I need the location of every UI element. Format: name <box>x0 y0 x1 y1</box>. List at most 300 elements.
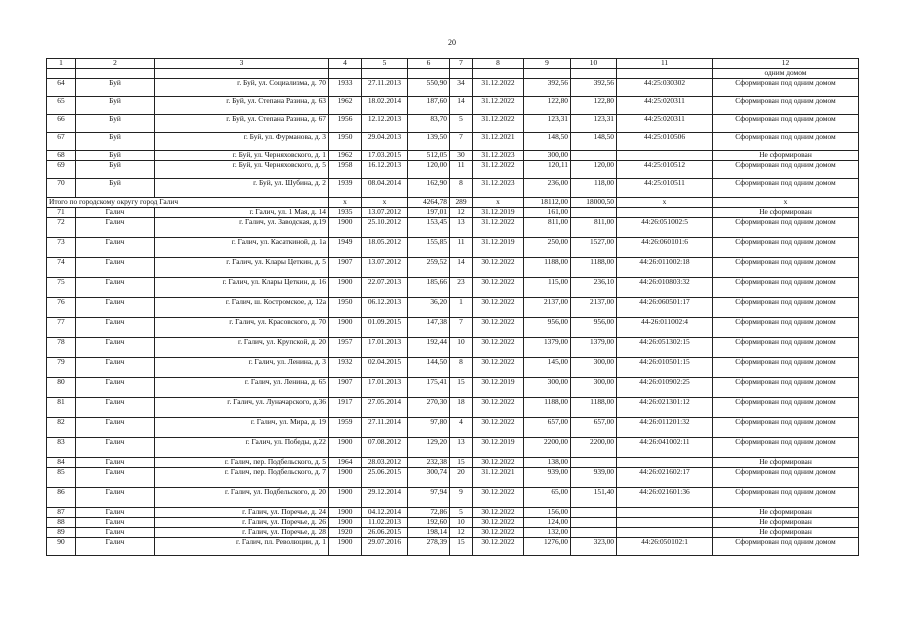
value-9-cell: 122,80 <box>524 97 571 115</box>
table-row <box>47 97 859 115</box>
value-9-cell: 138,00 <box>524 458 571 468</box>
city-cell: Галич <box>76 378 155 398</box>
address-cell: г. Галич, ул. 1 Мая, д. 14 <box>155 208 329 218</box>
deadline-cell: 30.12.2022 <box>473 418 524 438</box>
residents-cell: 7 <box>450 133 473 151</box>
value-10-cell: 1527,00 <box>571 238 617 258</box>
page-number: 20 <box>448 38 456 47</box>
address-cell: г. Галич, ул. Клары Цеткин, д. 16 <box>155 278 329 298</box>
date-cell: 29.12.2014 <box>362 488 408 508</box>
residents-cell: 14 <box>450 258 473 278</box>
value-10-cell: 1379,00 <box>571 338 617 358</box>
year-cell: 1900 <box>329 278 362 298</box>
residents-cell: 14 <box>450 97 473 115</box>
cadastral-number-cell: 44:26:010803:32 <box>617 278 713 298</box>
date-cell: 17.01.2013 <box>362 378 408 398</box>
column-header: 12 <box>713 59 859 69</box>
cadastral-number-cell: 44:25:010511 <box>617 179 713 198</box>
deadline-cell: 30.12.2022 <box>473 258 524 278</box>
residents-cell: 15 <box>450 378 473 398</box>
area-cell: 185,66 <box>408 278 450 298</box>
date-cell: 07.08.2012 <box>362 438 408 458</box>
table-row <box>47 438 859 458</box>
status-cell: Сформирован под одним домом <box>713 538 859 556</box>
column-header: 11 <box>617 59 713 69</box>
row-number: 88 <box>47 518 76 528</box>
date-cell: 08.04.2014 <box>362 179 408 198</box>
city-cell: Галич <box>76 278 155 298</box>
date-cell: 28.03.2012 <box>362 458 408 468</box>
value-10-cell: 151,40 <box>571 488 617 508</box>
address-cell: г. Буй, ул. Степана Разина, д. 67 <box>155 115 329 133</box>
year-cell: 1959 <box>329 418 362 438</box>
cadastral-number-cell: 44:26:041002:11 <box>617 438 713 458</box>
status-cell: Не сформирован <box>713 458 859 468</box>
area-cell: 259,52 <box>408 258 450 278</box>
city-cell: Галич <box>76 238 155 258</box>
address-cell: г. Галич, ул. Клары Цеткин, д. 5 <box>155 258 329 278</box>
value-10-cell <box>571 151 617 161</box>
column-header: 1 <box>47 59 76 69</box>
table-row <box>47 418 859 438</box>
address-cell: г. Галич, ш. Костромское, д. 12а <box>155 298 329 318</box>
residents-cell: 5 <box>450 115 473 133</box>
area-cell: 278,39 <box>408 538 450 556</box>
status-cell: Сформирован под одним домом <box>713 133 859 151</box>
row-number: 74 <box>47 258 76 278</box>
cadastral-number-cell: 44:26:011201:32 <box>617 418 713 438</box>
value-9-cell: 956,00 <box>524 318 571 338</box>
value-10-cell: 18000,50 <box>571 198 617 208</box>
value-9-cell: 148,50 <box>524 133 571 151</box>
year-cell: 1900 <box>329 218 362 238</box>
table-row <box>47 258 859 278</box>
value-9-cell: 250,00 <box>524 238 571 258</box>
status-cell: Сформирован под одним домом <box>713 115 859 133</box>
area-cell: 153,45 <box>408 218 450 238</box>
year-cell: 1920 <box>329 528 362 538</box>
value-9-cell: 1188,00 <box>524 398 571 418</box>
deadline-cell: 30.12.2022 <box>473 488 524 508</box>
date-cell: 27.05.2014 <box>362 398 408 418</box>
deadline-cell: 30.12.2022 <box>473 358 524 378</box>
value-9-cell: 392,56 <box>524 79 571 97</box>
residents-cell: 7 <box>450 318 473 338</box>
year-cell: 1962 <box>329 97 362 115</box>
value-10-cell <box>571 528 617 538</box>
address-cell: г. Галич, ул. Ленина, д. 3 <box>155 358 329 378</box>
table-row <box>47 179 859 198</box>
address-cell: г. Буй, ул. Черняховского, д. 1 <box>155 151 329 161</box>
year-cell: 1950 <box>329 298 362 318</box>
area-cell: 97,94 <box>408 488 450 508</box>
value-10-cell: 323,00 <box>571 538 617 556</box>
area-cell: 197,01 <box>408 208 450 218</box>
status-cell: Сформирован под одним домом <box>713 161 859 179</box>
continuation-cell: одним домом <box>713 69 859 79</box>
table-row <box>47 278 859 298</box>
row-number: 71 <box>47 208 76 218</box>
total-label: Итого по городскому округу город Галич <box>47 198 329 208</box>
deadline-cell: 31.12.2023 <box>473 179 524 198</box>
date-cell: 01.09.2015 <box>362 318 408 338</box>
year-cell: 1900 <box>329 468 362 488</box>
row-number: 77 <box>47 318 76 338</box>
row-number: 80 <box>47 378 76 398</box>
status-cell: Не сформирован <box>713 208 859 218</box>
residents-cell: 289 <box>450 198 473 208</box>
status-cell: Не сформирован <box>713 508 859 518</box>
address-cell: г. Галич, ул. Поречье, д. 26 <box>155 518 329 528</box>
cadastral-number-cell: 44-26:011002:4 <box>617 318 713 338</box>
date-cell: 17.03.2015 <box>362 151 408 161</box>
area-cell: 144,50 <box>408 358 450 378</box>
date-cell: 27.11.2013 <box>362 79 408 97</box>
city-cell: Галич <box>76 518 155 528</box>
column-header: 5 <box>362 59 408 69</box>
value-9-cell: 18112,00 <box>524 198 571 208</box>
table-row <box>47 298 859 318</box>
table-row <box>47 115 859 133</box>
date-cell: 16.12.2013 <box>362 161 408 179</box>
date-cell: 04.12.2014 <box>362 508 408 518</box>
status-cell: Сформирован под одним домом <box>713 238 859 258</box>
cadastral-number-cell: 44:26:021602:17 <box>617 468 713 488</box>
residents-cell: 18 <box>450 398 473 418</box>
column-header: 10 <box>571 59 617 69</box>
residents-cell: 13 <box>450 438 473 458</box>
address-cell: г. Галич, ул. Подбельского, д. 20 <box>155 488 329 508</box>
table-row <box>47 538 859 556</box>
address-cell: г. Галич, ул. Победы, д.22 <box>155 438 329 458</box>
value-10-cell: 118,00 <box>571 179 617 198</box>
residents-cell: 20 <box>450 468 473 488</box>
status-cell: Сформирован под одним домом <box>713 79 859 97</box>
area-cell: 192,60 <box>408 518 450 528</box>
cadastral-number-cell: 44:26:010902:25 <box>617 378 713 398</box>
city-cell: Галич <box>76 338 155 358</box>
deadline-cell: 30.12.2019 <box>473 438 524 458</box>
row-number: 78 <box>47 338 76 358</box>
area-cell: 162,90 <box>408 179 450 198</box>
deadline-cell: 31.12.2022 <box>473 79 524 97</box>
cadastral-number-cell <box>617 151 713 161</box>
deadline-cell: 30.12.2022 <box>473 278 524 298</box>
year-cell: 1956 <box>329 115 362 133</box>
residents-cell: 15 <box>450 538 473 556</box>
residents-cell: 30 <box>450 151 473 161</box>
residents-cell: 12 <box>450 208 473 218</box>
date-cell: 22.07.2013 <box>362 278 408 298</box>
column-header: 3 <box>155 59 329 69</box>
value-9-cell: 65,00 <box>524 488 571 508</box>
deadline-cell: 30.12.2022 <box>473 458 524 468</box>
value-10-cell: 300,00 <box>571 378 617 398</box>
header-row <box>47 59 859 69</box>
status-cell: Сформирован под одним домом <box>713 488 859 508</box>
table-row <box>47 518 859 528</box>
area-cell: 192,44 <box>408 338 450 358</box>
deadline-cell: 31.12.2019 <box>473 238 524 258</box>
value-9-cell: 300,00 <box>524 151 571 161</box>
city-cell: Галич <box>76 488 155 508</box>
deadline-cell: 30.12.2022 <box>473 318 524 338</box>
column-header: 9 <box>524 59 571 69</box>
table-row <box>47 318 859 338</box>
value-9-cell: 115,00 <box>524 278 571 298</box>
table-row <box>47 79 859 97</box>
residents-cell: 5 <box>450 508 473 518</box>
cadastral-number-cell: 44:25:020311 <box>617 115 713 133</box>
area-cell: 155,85 <box>408 238 450 258</box>
value-9-cell: 1379,00 <box>524 338 571 358</box>
year-cell: 1949 <box>329 238 362 258</box>
table-row <box>47 208 859 218</box>
residents-cell: 10 <box>450 338 473 358</box>
row-number: 75 <box>47 278 76 298</box>
value-10-cell: 392,56 <box>571 79 617 97</box>
cadastral-number-cell: х <box>617 198 713 208</box>
deadline-cell: 30.12.2022 <box>473 398 524 418</box>
table-row <box>47 458 859 468</box>
value-10-cell: 657,00 <box>571 418 617 438</box>
status-cell: Сформирован под одним домом <box>713 318 859 338</box>
date-cell: 12.12.2013 <box>362 115 408 133</box>
residents-cell: 11 <box>450 238 473 258</box>
status-cell: Сформирован под одним домом <box>713 258 859 278</box>
value-10-cell: 811,00 <box>571 218 617 238</box>
row-number: 85 <box>47 468 76 488</box>
value-9-cell: 2200,00 <box>524 438 571 458</box>
city-cell: Буй <box>76 151 155 161</box>
value-9-cell: 124,00 <box>524 518 571 528</box>
value-10-cell: 300,00 <box>571 358 617 378</box>
value-10-cell: 2137,00 <box>571 298 617 318</box>
row-number: 86 <box>47 488 76 508</box>
row-number: 68 <box>47 151 76 161</box>
address-cell: г. Буй, ул. Черняховского, д. 5 <box>155 161 329 179</box>
area-cell: 512,05 <box>408 151 450 161</box>
city-cell: Галич <box>76 208 155 218</box>
deadline-cell: 30.12.2022 <box>473 508 524 518</box>
date-cell: 13.07.2012 <box>362 258 408 278</box>
table-row <box>47 218 859 238</box>
cadastral-number-cell: 44:26:010501:15 <box>617 358 713 378</box>
date-cell: 25.10.2012 <box>362 218 408 238</box>
address-cell: г. Буй, ул. Фурманова, д. 3 <box>155 133 329 151</box>
residents-cell: 11 <box>450 161 473 179</box>
deadline-cell: 31.12.2022 <box>473 115 524 133</box>
table-row <box>47 238 859 258</box>
address-cell: г. Буй, ул. Социализма, д. 70 <box>155 79 329 97</box>
deadline-cell: х <box>473 198 524 208</box>
city-cell: Галич <box>76 528 155 538</box>
deadline-cell: 30.12.2022 <box>473 298 524 318</box>
city-cell: Галич <box>76 398 155 418</box>
status-cell: Сформирован под одним домом <box>713 179 859 198</box>
value-9-cell: 1276,00 <box>524 538 571 556</box>
deadline-cell: 30.12.2022 <box>473 338 524 358</box>
cadastral-number-cell: 44:26:021301:12 <box>617 398 713 418</box>
status-cell: Сформирован под одним домом <box>713 278 859 298</box>
cadastral-number-cell: 44:26:050102:1 <box>617 538 713 556</box>
year-cell: 1950 <box>329 133 362 151</box>
address-cell: г. Галич, ул. Заводская, д.19 <box>155 218 329 238</box>
value-9-cell: 145,00 <box>524 358 571 378</box>
deadline-cell: 31.12.2021 <box>473 468 524 488</box>
row-number: 87 <box>47 508 76 518</box>
value-10-cell: 939,00 <box>571 468 617 488</box>
table-row <box>47 133 859 151</box>
deadline-cell: 30.12.2022 <box>473 538 524 556</box>
value-10-cell: 122,80 <box>571 97 617 115</box>
continuation-row <box>47 69 859 79</box>
value-9-cell: 811,00 <box>524 218 571 238</box>
date-cell: 29.07.2016 <box>362 538 408 556</box>
city-cell: Галич <box>76 468 155 488</box>
row-number: 90 <box>47 538 76 556</box>
area-cell: 300,74 <box>408 468 450 488</box>
area-cell: 36,20 <box>408 298 450 318</box>
address-cell: г. Галич, ул. Красовского, д. 70 <box>155 318 329 338</box>
housing-register-table <box>46 58 859 556</box>
cadastral-number-cell: 44:26:060501:17 <box>617 298 713 318</box>
deadline-cell: 31.12.2019 <box>473 208 524 218</box>
address-cell: г. Галич, ул. Касаткиной, д. 1а <box>155 238 329 258</box>
row-number: 64 <box>47 79 76 97</box>
date-cell: 18.05.2012 <box>362 238 408 258</box>
status-cell: х <box>713 198 859 208</box>
year-cell: 1935 <box>329 208 362 218</box>
row-number: 65 <box>47 97 76 115</box>
value-10-cell: 1188,00 <box>571 398 617 418</box>
cadastral-number-cell: 44:25:010506 <box>617 133 713 151</box>
residents-cell: 23 <box>450 278 473 298</box>
row-number: 76 <box>47 298 76 318</box>
city-cell: Галич <box>76 508 155 518</box>
cadastral-number-cell <box>617 528 713 538</box>
value-9-cell: 939,00 <box>524 468 571 488</box>
value-9-cell: 120,11 <box>524 161 571 179</box>
row-number: 89 <box>47 528 76 538</box>
city-cell: Галич <box>76 438 155 458</box>
value-9-cell: 2137,00 <box>524 298 571 318</box>
date-cell: 25.06.2015 <box>362 468 408 488</box>
residents-cell: 9 <box>450 488 473 508</box>
cadastral-number-cell <box>617 518 713 528</box>
residents-cell: 8 <box>450 358 473 378</box>
date-cell: 17.01.2013 <box>362 338 408 358</box>
area-cell: 232,38 <box>408 458 450 468</box>
status-cell: Сформирован под одним домом <box>713 218 859 238</box>
year-cell: 1907 <box>329 258 362 278</box>
value-10-cell <box>571 508 617 518</box>
address-cell: г. Буй, ул. Шубина, д. 2 <box>155 179 329 198</box>
address-cell: г. Галич, ул. Поречье, д. 24 <box>155 508 329 518</box>
deadline-cell: 31.12.2022 <box>473 161 524 179</box>
area-cell: 139,50 <box>408 133 450 151</box>
area-cell: 270,30 <box>408 398 450 418</box>
area-cell: 120,00 <box>408 161 450 179</box>
row-number: 79 <box>47 358 76 378</box>
status-cell: Не сформирован <box>713 528 859 538</box>
table-row <box>47 488 859 508</box>
value-9-cell: 156,00 <box>524 508 571 518</box>
year-cell: 1917 <box>329 398 362 418</box>
city-cell: Буй <box>76 133 155 151</box>
residents-cell: 34 <box>450 79 473 97</box>
year-cell: 1962 <box>329 151 362 161</box>
year-cell: 1907 <box>329 378 362 398</box>
row-number: 83 <box>47 438 76 458</box>
area-cell: 550,90 <box>408 79 450 97</box>
area-cell: 129,20 <box>408 438 450 458</box>
value-10-cell <box>571 458 617 468</box>
year-cell: 1933 <box>329 79 362 97</box>
year-cell: 1958 <box>329 161 362 179</box>
row-number: 67 <box>47 133 76 151</box>
deadline-cell: 30.12.2019 <box>473 378 524 398</box>
table-row <box>47 338 859 358</box>
status-cell: Сформирован под одним домом <box>713 338 859 358</box>
residents-cell: 15 <box>450 458 473 468</box>
cadastral-number-cell: 44:26:051002:5 <box>617 218 713 238</box>
date-cell: х <box>362 198 408 208</box>
status-cell: Сформирован под одним домом <box>713 97 859 115</box>
area-cell: 147,38 <box>408 318 450 338</box>
value-9-cell: 657,00 <box>524 418 571 438</box>
value-9-cell: 132,00 <box>524 528 571 538</box>
year-cell: 1900 <box>329 318 362 338</box>
date-cell: 27.11.2014 <box>362 418 408 438</box>
residents-cell: 1 <box>450 298 473 318</box>
status-cell: Сформирован под одним домом <box>713 438 859 458</box>
area-cell: 187,60 <box>408 97 450 115</box>
cadastral-number-cell: 44:25:030302 <box>617 79 713 97</box>
area-cell: 4264,78 <box>408 198 450 208</box>
row-number: 66 <box>47 115 76 133</box>
value-9-cell: 1188,00 <box>524 258 571 278</box>
cadastral-number-cell <box>617 458 713 468</box>
value-10-cell <box>571 208 617 218</box>
cadastral-number-cell: 44:26:051302:15 <box>617 338 713 358</box>
year-cell: 1964 <box>329 458 362 468</box>
city-cell: Буй <box>76 161 155 179</box>
city-cell: Буй <box>76 115 155 133</box>
address-cell: г. Галич, ул. Луначарского, д.36 <box>155 398 329 418</box>
column-header: 4 <box>329 59 362 69</box>
status-cell: Сформирован под одним домом <box>713 358 859 378</box>
date-cell: 26.06.2015 <box>362 528 408 538</box>
value-9-cell: 123,31 <box>524 115 571 133</box>
value-10-cell: 956,00 <box>571 318 617 338</box>
address-cell: г. Галич, ул. Поречье, д. 28 <box>155 528 329 538</box>
row-number: 84 <box>47 458 76 468</box>
residents-cell: 12 <box>450 528 473 538</box>
date-cell: 11.02.2013 <box>362 518 408 528</box>
city-cell: Буй <box>76 97 155 115</box>
city-cell: Галич <box>76 298 155 318</box>
year-cell: 1932 <box>329 358 362 378</box>
value-10-cell: 148,50 <box>571 133 617 151</box>
deadline-cell: 30.12.2022 <box>473 518 524 528</box>
year-cell: 1900 <box>329 518 362 528</box>
address-cell: г. Галич, пер. Подбельского, д. 5 <box>155 458 329 468</box>
date-cell: 02.04.2015 <box>362 358 408 378</box>
residents-cell: 4 <box>450 418 473 438</box>
deadline-cell: 31.12.2023 <box>473 151 524 161</box>
area-cell: 198,14 <box>408 528 450 538</box>
